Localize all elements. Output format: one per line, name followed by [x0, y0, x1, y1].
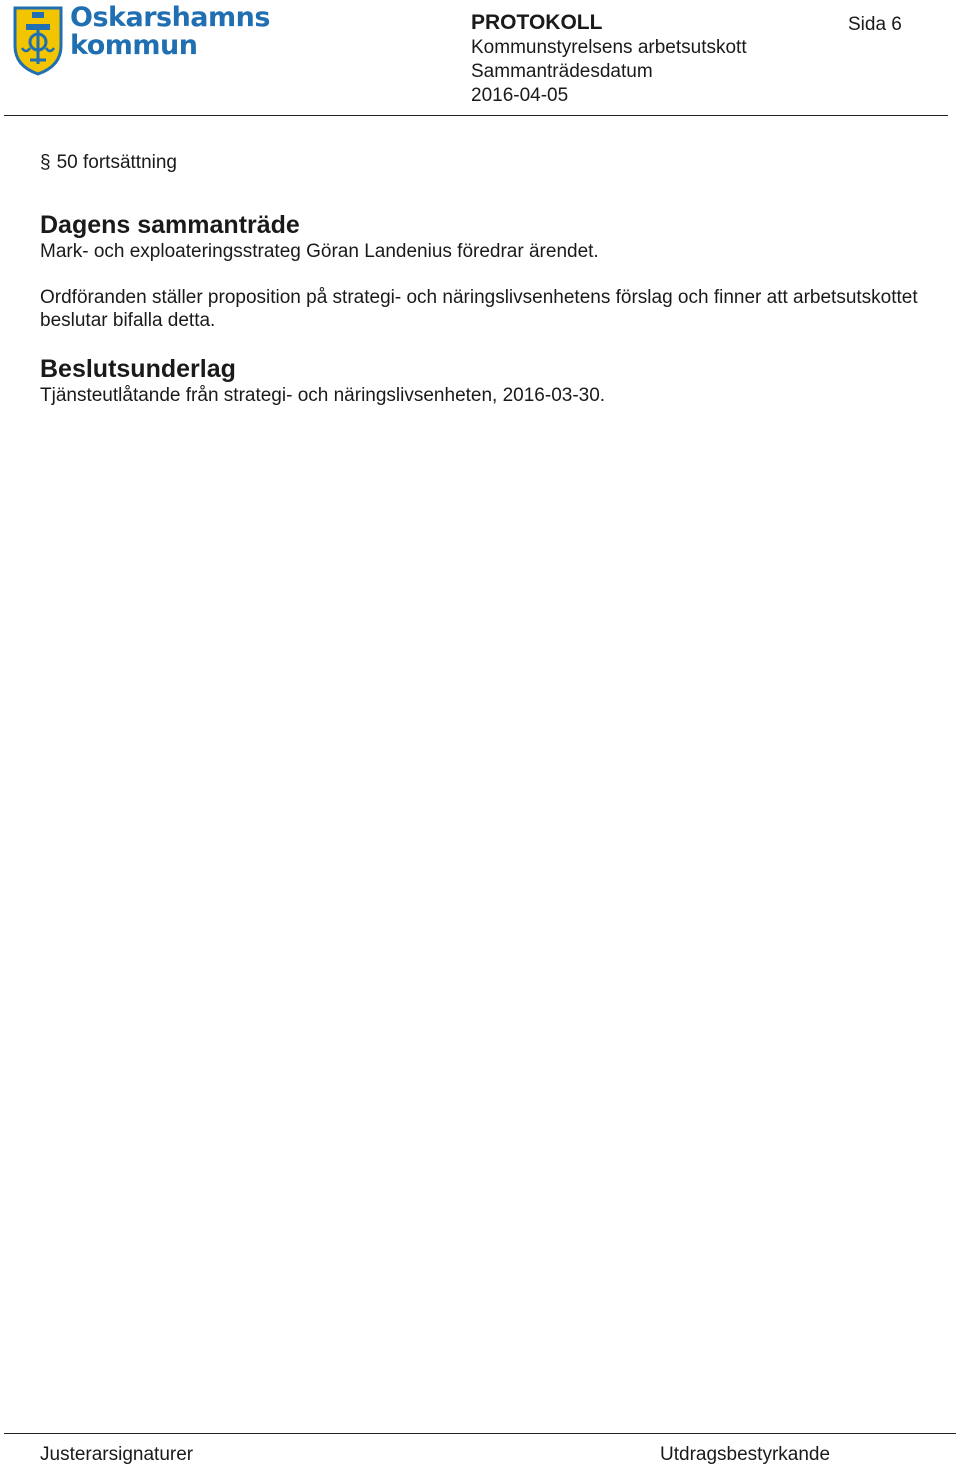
logo-line2: kommun	[70, 30, 198, 61]
page-number: Sida 6	[848, 14, 902, 35]
logo-line1: Oskarshamns	[70, 2, 270, 33]
presenter-text: Mark- och exploateringsstrateg Göran Landenius föredrar ärendet.	[40, 241, 599, 262]
heading-beslutsunderlag: Beslutsunderlag	[40, 355, 236, 383]
header-divider	[4, 115, 948, 116]
committee-name: Kommunstyrelsens arbetsutskott	[471, 37, 747, 58]
logo-wordmark	[70, 4, 270, 60]
section-reference	[40, 150, 920, 176]
footer-certification: Utdragsbestyrkande	[660, 1444, 831, 1465]
municipality-logo	[12, 2, 270, 76]
meeting-date-label: Sammanträdesdatum	[471, 61, 653, 82]
heading-dagens-sammantrade: Dagens sammanträde	[40, 211, 300, 239]
footer-divider	[4, 1433, 956, 1434]
document-body	[40, 150, 920, 407]
paragraph-icon: §	[40, 152, 51, 173]
coat-of-arms-icon	[12, 4, 64, 76]
proposal-text: Ordföranden ställer proposition på strategi- och näringslivsenhetens förslag och finner att arbetsutskottet beslutar bifalla detta.	[40, 287, 918, 331]
beslutsunderlag-text: Tjänsteutlåtande från strategi- och näringslivsenheten, 2016-03-30.	[40, 385, 606, 406]
doc-type: PROTOKOLL	[471, 11, 603, 34]
document-header	[471, 10, 747, 108]
section-ref-text: 50 fortsättning	[56, 152, 177, 173]
footer-signatures: Justerarsignaturer	[40, 1444, 194, 1465]
meeting-date: 2016-04-05	[471, 85, 569, 106]
